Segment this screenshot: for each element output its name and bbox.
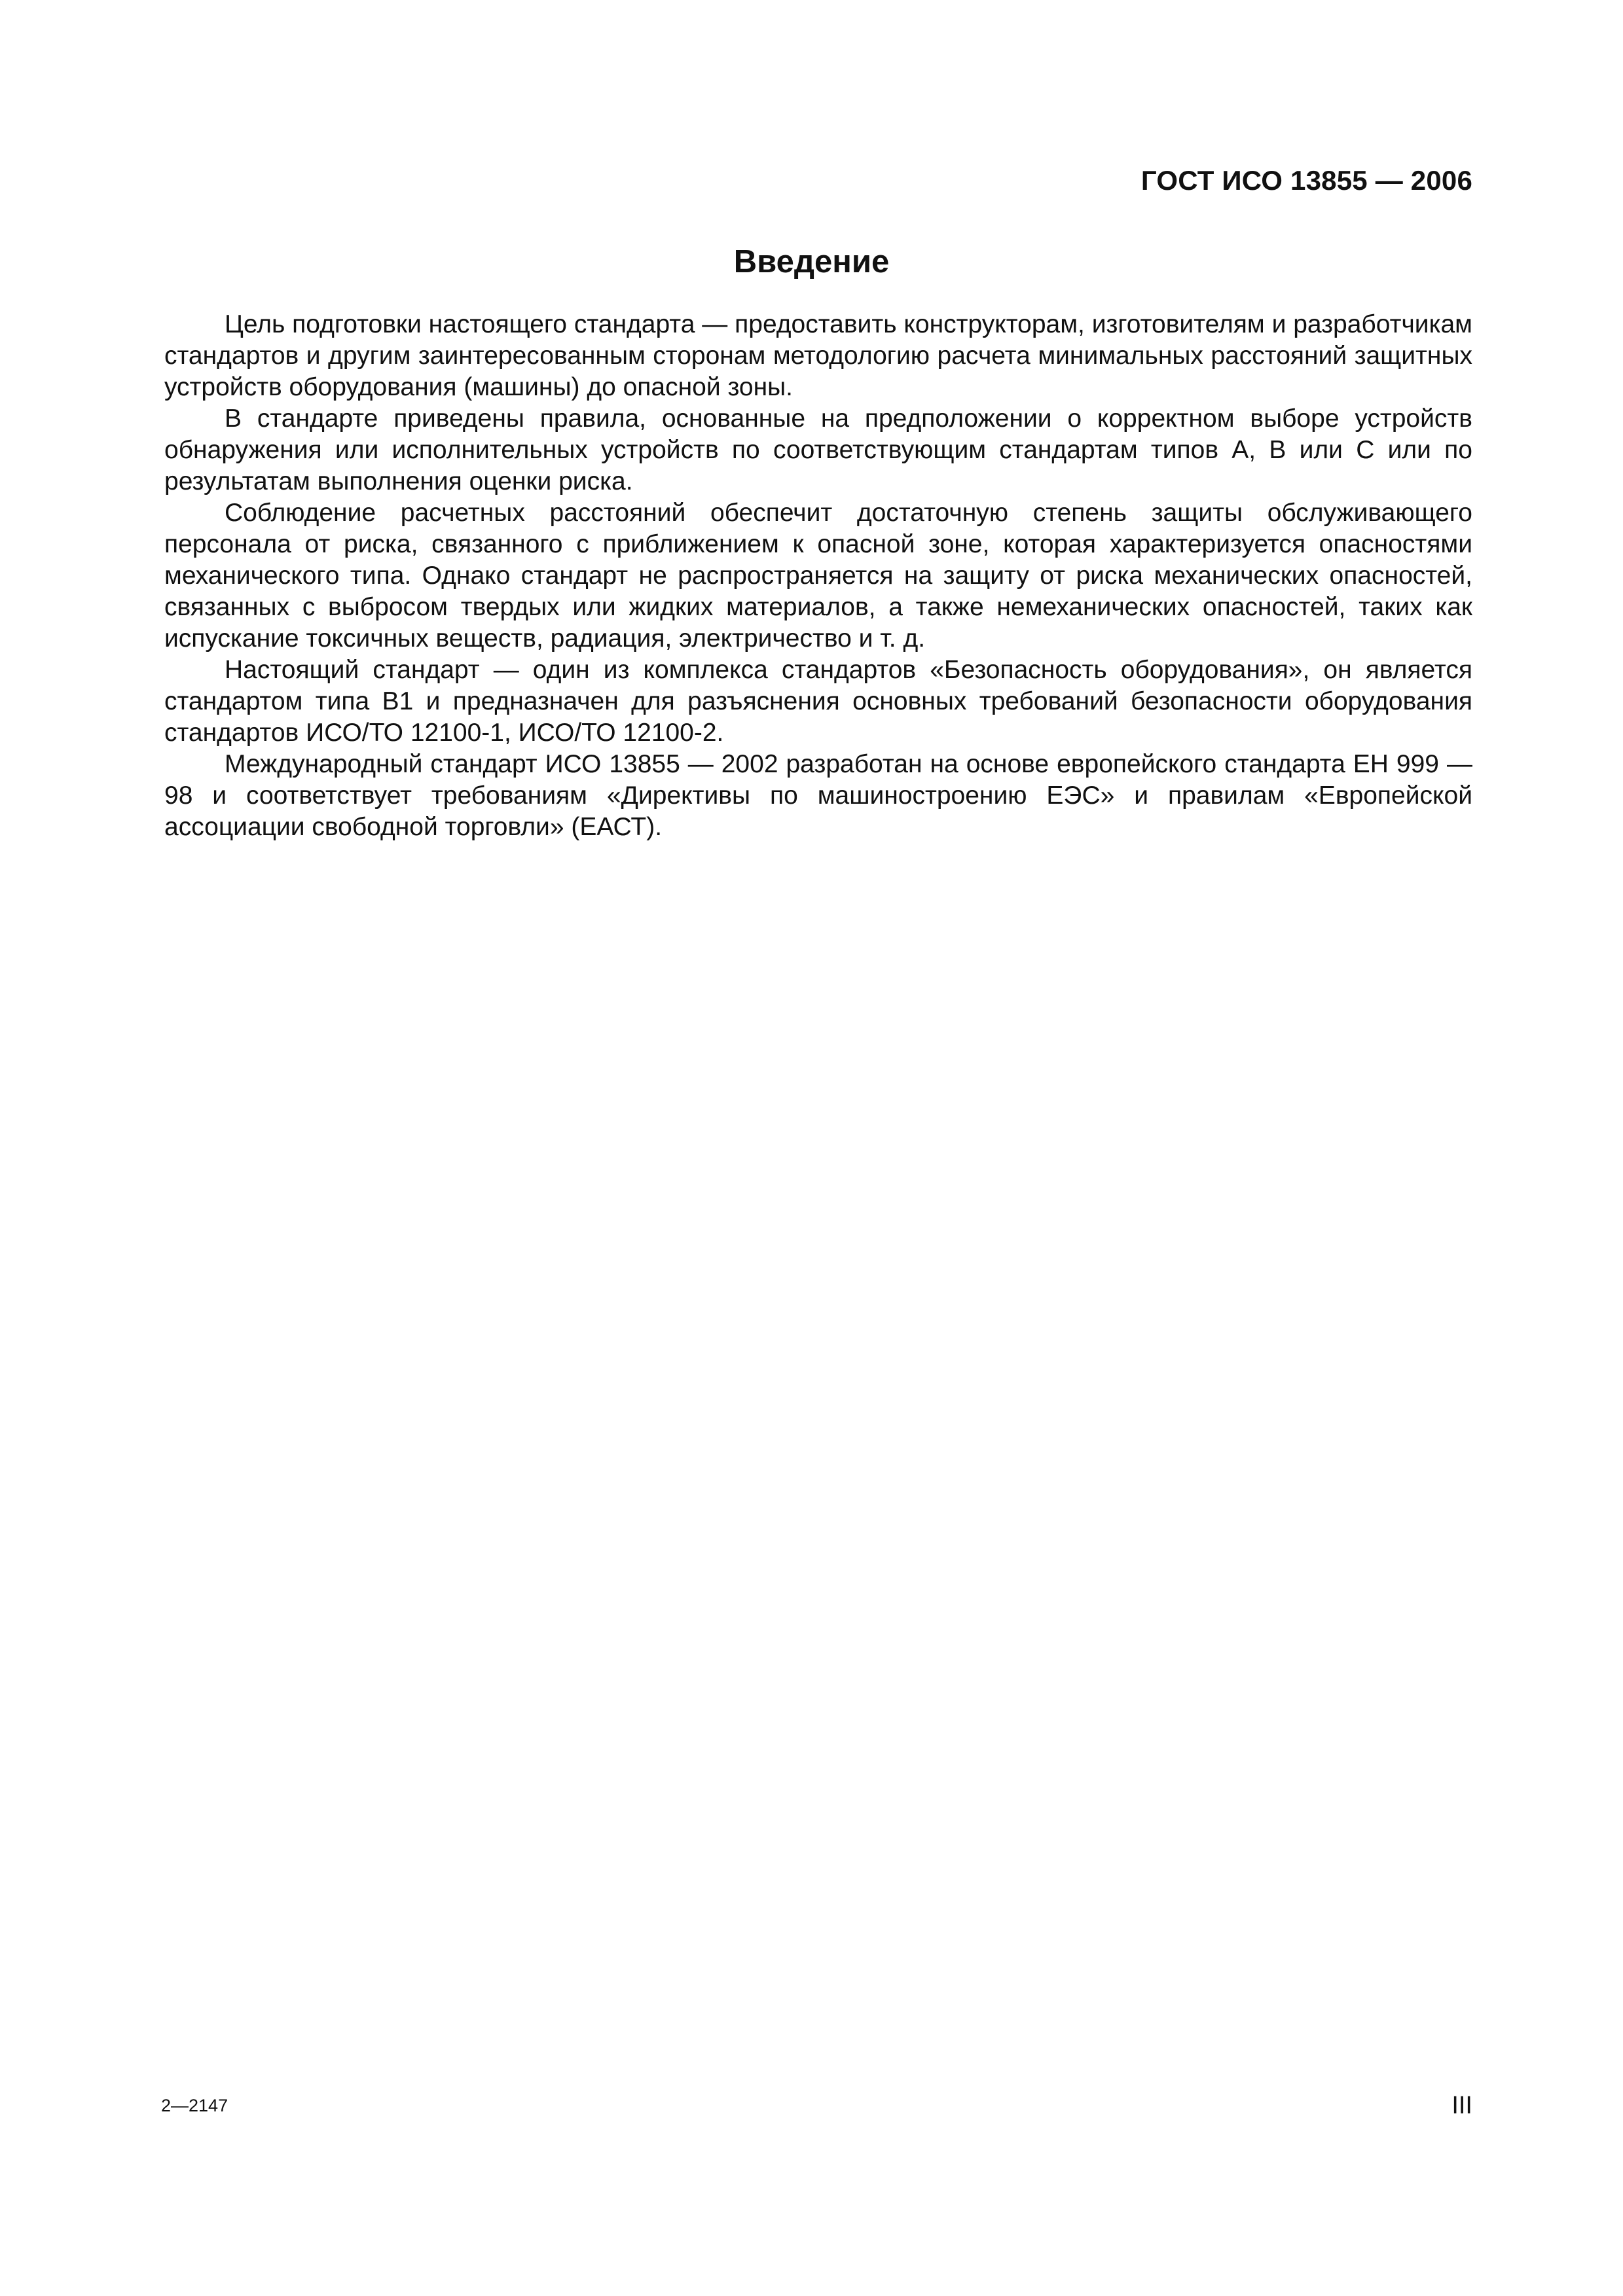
paragraph-standard-complex: Настоящий стандарт — один из комплекса стандартов «Безопасность оборудования», он является стандартом типа В1 и предназначен для разъяснения основных требований безопасности оборудования стандартов ИСО/ТО 12100-1, ИСО/ТО 12100-2. <box>164 656 1472 747</box>
paragraph-rules: В стандарте приведены правила, основанные на предположении о корректном выборе устройств обнаружения или исполнительных устройств по соответствующим стандартам типов А, В или С или по результатам выполнения оценки риска. <box>164 404 1472 495</box>
print-code: 2—2147 <box>161 2096 228 2115</box>
paragraph-international-standard: Международный стандарт ИСО 13855 — 2002 разработан на основе европейского стандарта ЕН 999 — 98 и соответствует требованиям «Директивы по машиностроению ЕЭС» и правилам «Европейской ассоциации свободной торговли» (ЕАСТ). <box>164 750 1472 841</box>
section-title: Введение <box>733 244 890 279</box>
page-number: III <box>1451 2092 1472 2119</box>
introduction-body <box>164 309 1472 843</box>
paragraph-purpose: Цель подготовки настоящего стандарта — предоставить конструкторам, изготовителям и разработчикам стандартов и другим заинтересованным сторонам методологию расчета минимальных расстояний защитных устройств оборудования (машины) до опасной зоны. <box>164 310 1472 401</box>
document-code-header: ГОСТ ИСО 13855 — 2006 <box>1140 165 1472 196</box>
paragraph-protection: Соблюдение расчетных расстояний обеспечит достаточную степень защиты обслуживающего персонала от риска, связанного с приближением к опасной зоне, которая характеризуется опасностями механического типа. Однако стандарт не распространяется на защиту от риска механических опасностей, связанных с выбросом твердых или жидких материалов, а также немеханических опасностей, таких как испускание токсичных веществ, радиация, электричество и т. д. <box>164 499 1472 653</box>
